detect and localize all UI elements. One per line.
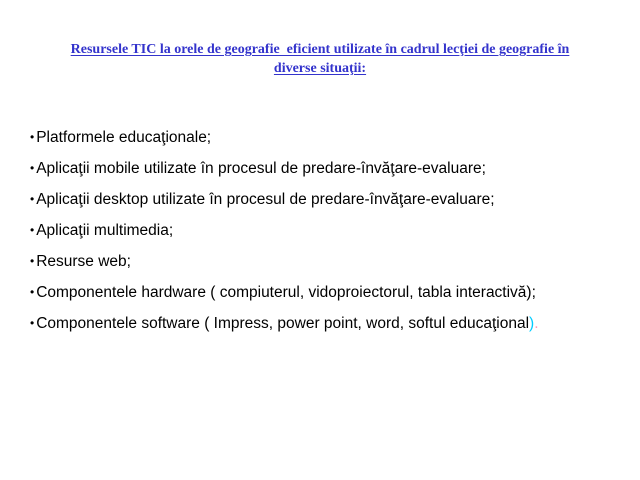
list-item: [30, 153, 630, 184]
bullet-icon: •: [30, 130, 35, 144]
bullet-icon: •: [30, 223, 35, 237]
bullet-icon: •: [30, 161, 35, 175]
list-item-text: Aplicaţii multimedia;: [36, 222, 174, 239]
list-item: [30, 277, 630, 308]
bullet-icon: •: [30, 192, 35, 206]
list-item-text: Aplicaţii mobile utilizate în procesul de predare-învăţare-evaluare;: [36, 160, 486, 177]
period-highlight: .: [534, 315, 539, 332]
list-item-text: Componentele hardware ( compiuterul, vidoproiectorul, tabla interactivă);: [36, 284, 536, 301]
closing-paren-highlight: ): [529, 315, 535, 332]
bullet-icon: •: [30, 316, 35, 330]
list-item: [30, 246, 630, 277]
bullet-list: [0, 122, 640, 339]
bullet-icon: •: [30, 285, 35, 299]
slide-title-line-2: diverse situaţii:: [273, 61, 367, 76]
bullet-icon: •: [30, 254, 35, 268]
list-item-text: Aplicaţii desktop utilizate în procesul de predare-învăţare-evaluare;: [36, 191, 495, 208]
list-item-text: Platformele educaţionale;: [36, 129, 212, 146]
list-item: [30, 122, 630, 153]
list-item: [30, 184, 630, 215]
list-item-text: Componentele software ( Impress, power point, word, softul educaţional: [36, 315, 530, 332]
list-item: [30, 215, 630, 246]
slide-title-line-1: Resursele TIC la orele de geografie eficient utilizate în cadrul lecţiei de geografie în: [70, 42, 570, 57]
list-item: [30, 308, 630, 339]
list-item-text: Resurse web;: [36, 253, 131, 270]
slide-title: [0, 0, 640, 78]
